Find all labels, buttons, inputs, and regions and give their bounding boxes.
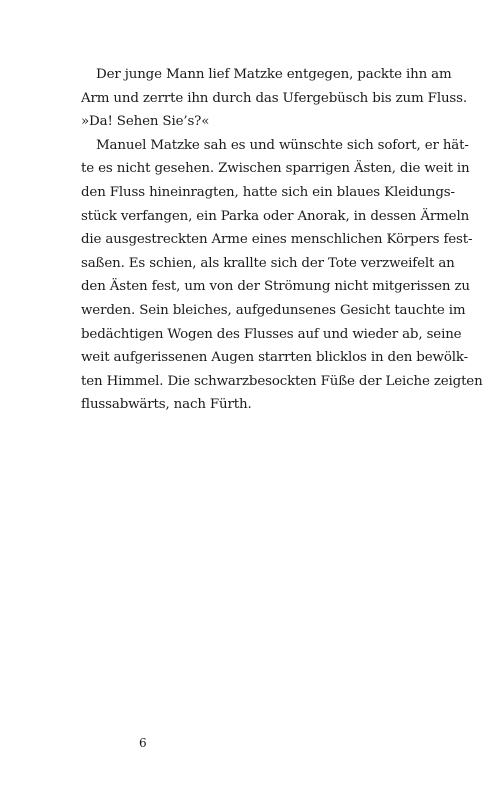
paragraph-2 xyxy=(81,134,483,417)
body-text xyxy=(81,63,483,417)
text-line: die ausgestreckten Arme eines menschlichen Körpers fest- xyxy=(81,232,473,248)
text-line: »Da! Sehen Sie’s?« xyxy=(81,114,210,130)
text-line: Arm und zerrte ihn durch das Ufergebüsch bis zum Fluss. xyxy=(81,90,467,106)
text-line: weit aufgerissenen Augen starrten blicklos in den bewölk- xyxy=(81,350,468,366)
text-line: den Ästen fest, um von der Strömung nicht mitgerissen zu xyxy=(81,279,470,295)
text-line: Der junge Mann lief Matzke entgegen, packte ihn am xyxy=(96,67,452,82)
page-number: 6 xyxy=(139,736,147,750)
text-line: Manuel Matzke sah es und wünschte sich sofort, er hät- xyxy=(96,137,469,153)
text-line: ten Himmel. Die schwarzbesockten Füße der Leiche zeigten xyxy=(81,373,483,389)
text-line: werden. Sein bleiches, aufgedunsenes Gesicht tauchte im xyxy=(81,302,466,318)
paragraph-1 xyxy=(81,63,467,134)
text-line: den Fluss hineinragten, hatte sich ein blaues Kleidungs- xyxy=(81,184,455,200)
text-line: bedächtigen Wogen des Flusses auf und wieder ab, seine xyxy=(81,326,462,342)
text-line: saßen. Es schien, als krallte sich der Tote verzweifelt an xyxy=(81,255,455,271)
text-line: flussabwärts, nach Fürth. xyxy=(81,397,252,413)
text-line: stück verfangen, ein Parka oder Anorak, in dessen Ärmeln xyxy=(81,208,470,224)
text-line: te es nicht gesehen. Zwischen sparrigen Ästen, die weit in xyxy=(81,161,470,177)
